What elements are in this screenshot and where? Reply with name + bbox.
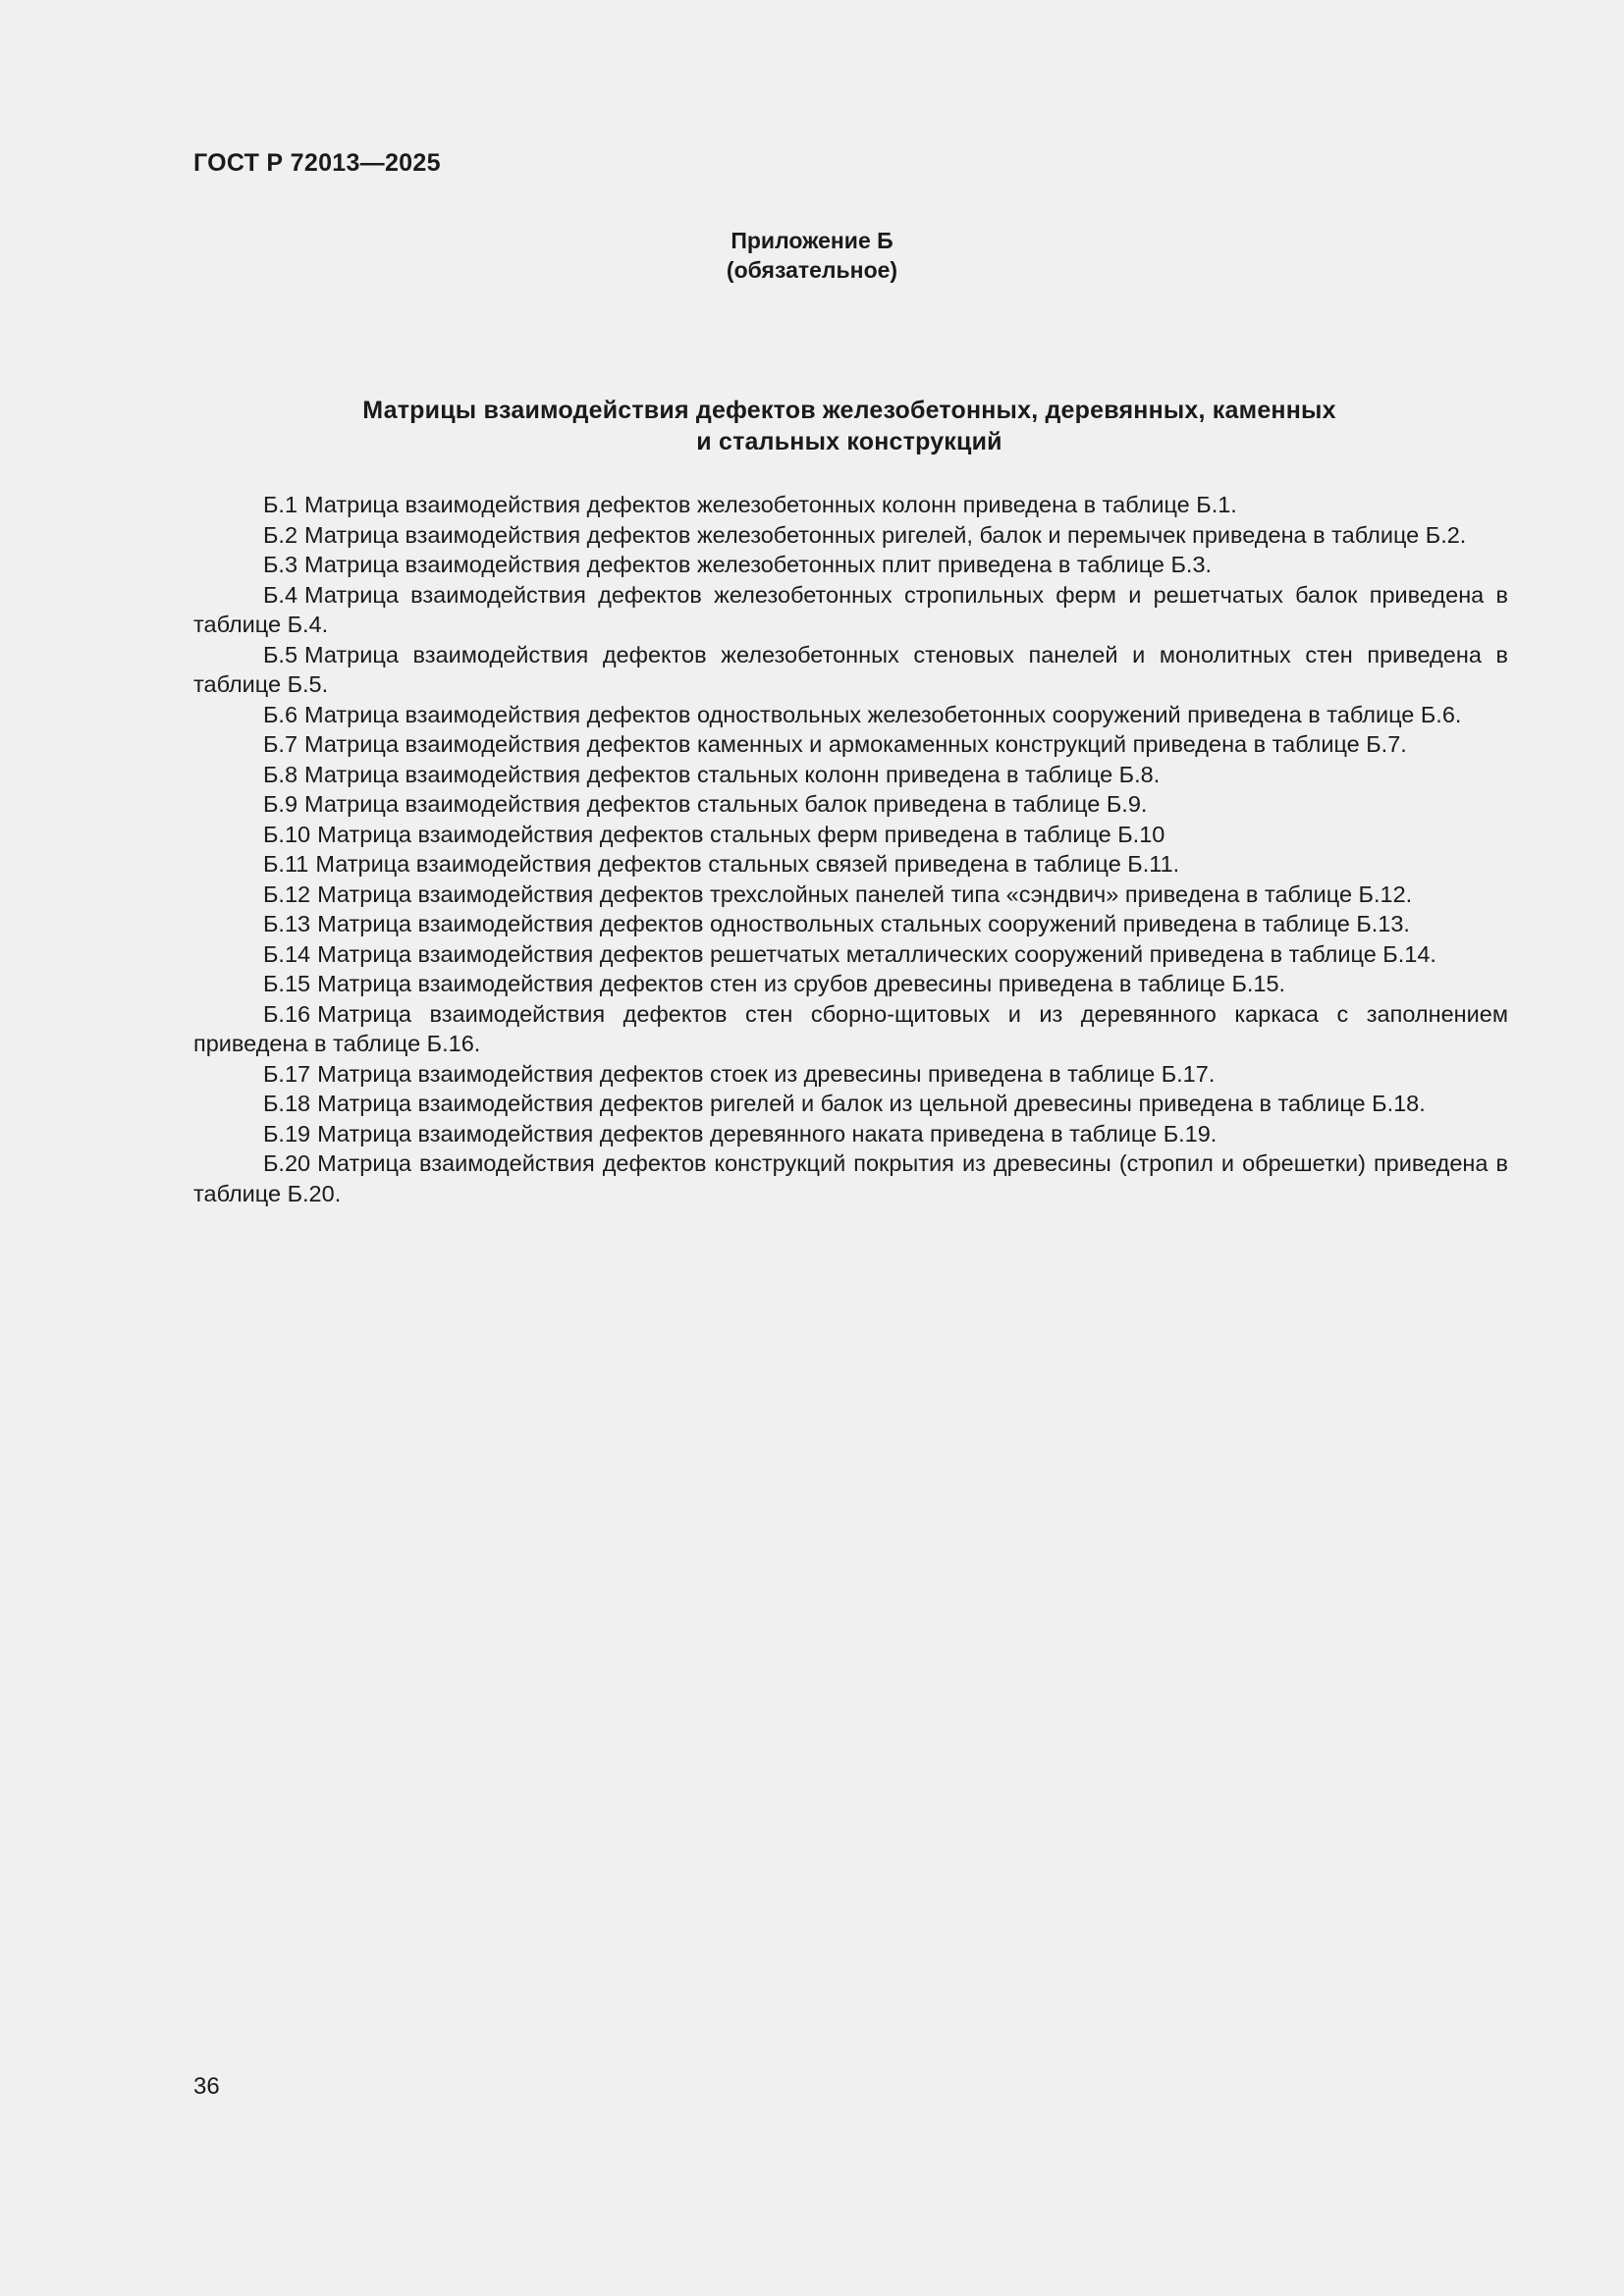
item-text: Матрица взаимодействия дефектов железобетонных стеновых панелей и монолитных стен приведена в таблице Б.5. bbox=[193, 641, 1508, 697]
list-item bbox=[193, 969, 1508, 999]
item-text: Матрица взаимодействия дефектов конструкций покрытия из древесины (стропил и обрешетки) приведена в таблице Б.20. bbox=[193, 1150, 1508, 1206]
list-item bbox=[193, 1119, 1508, 1149]
item-text: Матрица взаимодействия дефектов стоек из древесины приведена в таблице Б.17. bbox=[317, 1060, 1216, 1087]
list-item bbox=[193, 640, 1508, 700]
item-text: Матрица взаимодействия дефектов стен из срубов древесины приведена в таблице Б.15. bbox=[317, 971, 1286, 996]
item-number: Б.19 bbox=[263, 1120, 311, 1147]
item-text: Матрица взаимодействия дефектов железобетонных колонн приведена в таблице Б.1. bbox=[304, 492, 1237, 517]
item-text: Матрица взаимодействия дефектов стальных балок приведена в таблице Б.9. bbox=[304, 791, 1148, 817]
page-number: 36 bbox=[193, 2073, 220, 2100]
item-number: Б.1 bbox=[263, 492, 298, 517]
item-text: Матрица взаимодействия дефектов стен сборно-щитовых и из деревянного каркаса с заполнением приведена в таблице Б.16. bbox=[193, 1000, 1508, 1056]
list-item bbox=[193, 1089, 1508, 1119]
item-number: Б.18 bbox=[263, 1091, 311, 1116]
item-number: Б.11 bbox=[263, 851, 309, 877]
item-text: Матрица взаимодействия дефектов железобетонных стропильных ферм и решетчатых балок приведена в таблице Б.4. bbox=[193, 581, 1508, 637]
item-number: Б.10 bbox=[263, 821, 311, 847]
list-item bbox=[193, 849, 1508, 880]
list-item bbox=[193, 999, 1508, 1059]
document-header-code: ГОСТ Р 72013—2025 bbox=[193, 149, 441, 177]
item-number: Б.6 bbox=[263, 701, 298, 727]
item-text: Матрица взаимодействия дефектов железобетонных плит приведена в таблице Б.3. bbox=[304, 552, 1213, 577]
list-item bbox=[193, 520, 1508, 551]
appendix-heading bbox=[0, 226, 1624, 285]
item-text: Матрица взаимодействия дефектов одноствольных стальных сооружений приведена в таблице Б.13. bbox=[317, 911, 1410, 936]
list-item bbox=[193, 1059, 1508, 1090]
item-number: Б.15 bbox=[263, 971, 311, 996]
list-item bbox=[193, 490, 1508, 520]
item-number: Б.5 bbox=[263, 641, 298, 667]
list-item bbox=[193, 820, 1508, 850]
item-text: Матрица взаимодействия дефектов стальных колонн приведена в таблице Б.8. bbox=[304, 761, 1161, 787]
list-item bbox=[193, 580, 1508, 640]
item-number: Б.7 bbox=[263, 731, 298, 757]
list-item bbox=[193, 939, 1508, 970]
item-number: Б.16 bbox=[263, 1000, 311, 1027]
appendix-status: (обязательное) bbox=[726, 257, 898, 283]
item-number: Б.4 bbox=[263, 581, 298, 608]
list-item bbox=[193, 550, 1508, 580]
section-title-line-2: и стальных конструкций bbox=[696, 428, 1002, 455]
item-text: Матрица взаимодействия дефектов железобетонных ригелей, балок и перемычек приведена в таблице Б.2. bbox=[304, 521, 1467, 548]
item-number: Б.17 bbox=[263, 1060, 311, 1087]
list-item bbox=[193, 880, 1508, 910]
list-item bbox=[193, 789, 1508, 820]
item-number: Б.20 bbox=[263, 1150, 311, 1176]
item-text: Матрица взаимодействия дефектов ригелей и балок из цельной древесины приведена в таблице Б.18. bbox=[317, 1091, 1426, 1116]
list-item bbox=[193, 729, 1508, 760]
item-number: Б.14 bbox=[263, 940, 311, 967]
item-text: Матрица взаимодействия дефектов стальных ферм приведена в таблице Б.10 bbox=[317, 821, 1165, 847]
item-text: Матрица взаимодействия дефектов одноствольных железобетонных сооружений приведена в таблице Б.6. bbox=[304, 701, 1462, 727]
item-number: Б.2 bbox=[263, 521, 298, 548]
item-text: Матрица взаимодействия дефектов деревянного наката приведена в таблице Б.19. bbox=[317, 1120, 1218, 1147]
list-item bbox=[193, 700, 1508, 730]
item-list bbox=[193, 490, 1508, 1208]
appendix-title: Приложение Б bbox=[731, 228, 893, 253]
list-item bbox=[193, 760, 1508, 790]
item-text: Матрица взаимодействия дефектов решетчатых металлических сооружений приведена в таблице Б.14. bbox=[317, 940, 1436, 967]
item-number: Б.13 bbox=[263, 911, 311, 936]
item-text: Матрица взаимодействия дефектов стальных связей приведена в таблице Б.11. bbox=[315, 851, 1180, 877]
item-number: Б.3 bbox=[263, 552, 298, 577]
item-text: Матрица взаимодействия дефектов каменных и армокаменных конструкций приведена в таблице Б.7. bbox=[304, 731, 1407, 757]
list-item bbox=[193, 909, 1508, 939]
item-number: Б.8 bbox=[263, 761, 298, 787]
list-item bbox=[193, 1148, 1508, 1208]
item-number: Б.12 bbox=[263, 881, 311, 907]
item-number: Б.9 bbox=[263, 791, 298, 817]
section-title bbox=[245, 395, 1453, 457]
section-title-line-1: Матрицы взаимодействия дефектов железобетонных, деревянных, каменных bbox=[362, 397, 1336, 424]
item-text: Матрица взаимодействия дефектов трехслойных панелей типа «сэндвич» приведена в таблице Б.12. bbox=[317, 881, 1413, 907]
